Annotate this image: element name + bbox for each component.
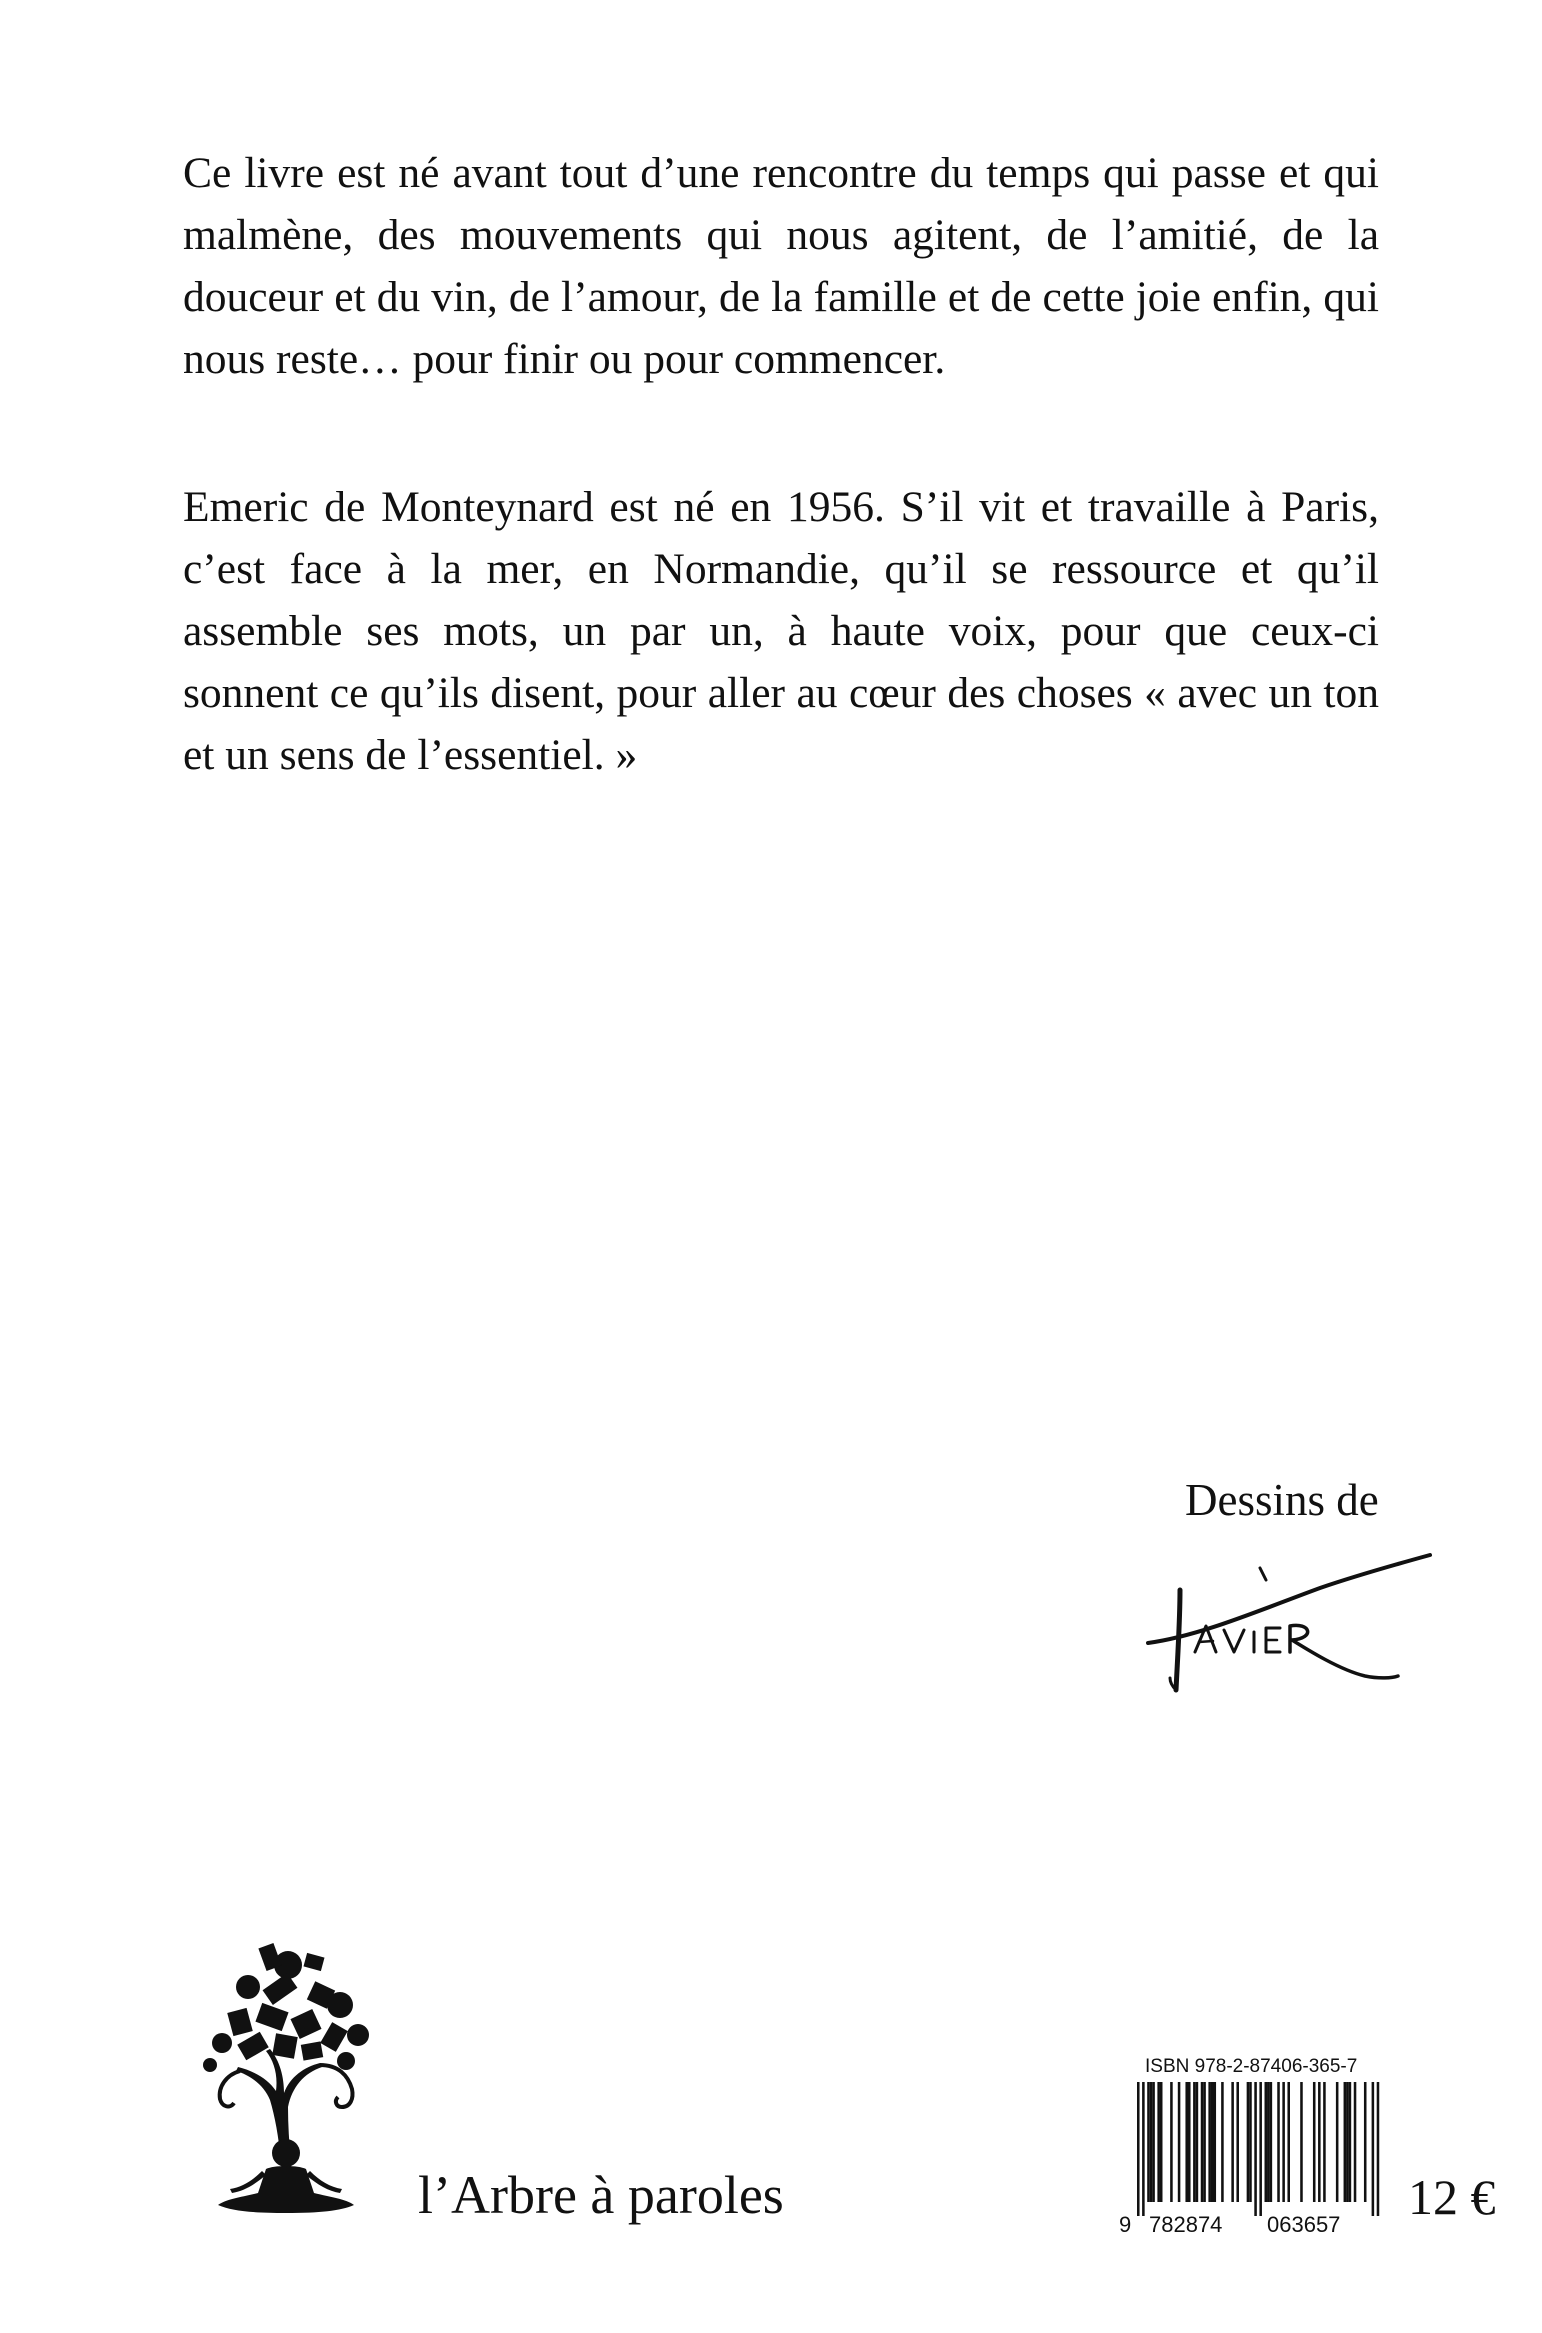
barcode-bar <box>1214 2082 1217 2202</box>
illustrator-credit: Dessins de <box>1185 1475 1379 1525</box>
barcode-bar <box>1267 2082 1270 2202</box>
barcode-bar <box>1254 2082 1257 2216</box>
barcode-bar <box>1236 2082 1239 2202</box>
barcode-bar <box>1157 2082 1160 2202</box>
barcode-bar <box>1160 2082 1163 2202</box>
barcode-bar <box>1372 2082 1375 2216</box>
barcode-bar <box>1221 2082 1224 2202</box>
barcode-bar <box>1249 2082 1252 2202</box>
isbn-barcode-block <box>1115 2052 1391 2240</box>
barcode-icon <box>1115 2082 1391 2240</box>
barcode-digits: 782874 <box>1149 2212 1223 2237</box>
barcode-bar <box>1259 2082 1262 2216</box>
blurb-text-1: Ce livre est né avant tout d’une rencontre du temps qui passe et qui malmène, des mouvements qui nous agitent, de l’amitié, de la douceur et du vin, de l’amour, de la famille et de cette joie enfin, qui nous reste… pour finir ou pour commencer. <box>183 149 1379 383</box>
barcode-bar <box>1336 2082 1339 2202</box>
publisher-name: l’Arbre à paroles <box>418 2165 784 2225</box>
barcode-bar <box>1349 2082 1352 2202</box>
barcode-bar <box>1147 2082 1150 2202</box>
barcode-bar <box>1323 2082 1326 2202</box>
barcode-bar <box>1346 2082 1349 2202</box>
barcode-bar <box>1211 2082 1214 2202</box>
barcode-bar <box>1247 2082 1250 2202</box>
barcode-bar <box>1170 2082 1173 2202</box>
barcode-bar <box>1142 2082 1145 2216</box>
barcode-bar <box>1193 2082 1196 2202</box>
barcode-bar <box>1377 2082 1380 2216</box>
tree-meditator-logo-icon <box>170 1925 400 2225</box>
barcode-bar <box>1354 2082 1357 2202</box>
author-bio-paragraph <box>183 476 1379 786</box>
illustrator-signature-icon <box>1140 1540 1440 1700</box>
barcode-bar <box>1344 2082 1347 2202</box>
barcode-bar <box>1208 2082 1211 2202</box>
barcode-bar <box>1137 2082 1140 2216</box>
barcode-bar <box>1318 2082 1321 2202</box>
barcode-bar <box>1364 2082 1367 2202</box>
barcode-bar <box>1277 2082 1280 2202</box>
barcode-bar <box>1201 2082 1204 2202</box>
barcode-bar <box>1203 2082 1206 2202</box>
price-label: 12 € <box>1408 2169 1496 2225</box>
barcode-bar <box>1152 2082 1155 2202</box>
barcode-bar <box>1265 2082 1268 2202</box>
barcode-digits: 9 <box>1119 2212 1132 2237</box>
barcode-bar <box>1287 2082 1290 2202</box>
barcode-bar <box>1178 2082 1181 2202</box>
barcode-bar <box>1188 2082 1191 2202</box>
blurb-paragraph-1 <box>183 142 1379 390</box>
barcode-digits: 063657 <box>1267 2212 1341 2237</box>
barcode-bar <box>1196 2082 1199 2202</box>
barcode-bar <box>1231 2082 1234 2202</box>
barcode-bar <box>1300 2082 1303 2202</box>
barcode-bar <box>1313 2082 1316 2202</box>
barcode-bar <box>1282 2082 1285 2202</box>
author-bio-text: Emeric de Monteynard est né en 1956. S’il vit et travaille à Paris, c’est face à la mer, en Normandie, qu’il se ressource et qu’il assemble ses mots, un par un, à haute voix, pour que ceux-ci sonnent ce qu’ils disent, pour aller au cœur des choses « avec un ton et un sens de l’essentiel. » <box>183 483 1379 779</box>
barcode-bar <box>1270 2082 1273 2202</box>
barcode-bar <box>1185 2082 1188 2202</box>
isbn-label: ISBN 978-2-87406-365-7 <box>1145 2056 1358 2077</box>
barcode-bar <box>1150 2082 1153 2202</box>
